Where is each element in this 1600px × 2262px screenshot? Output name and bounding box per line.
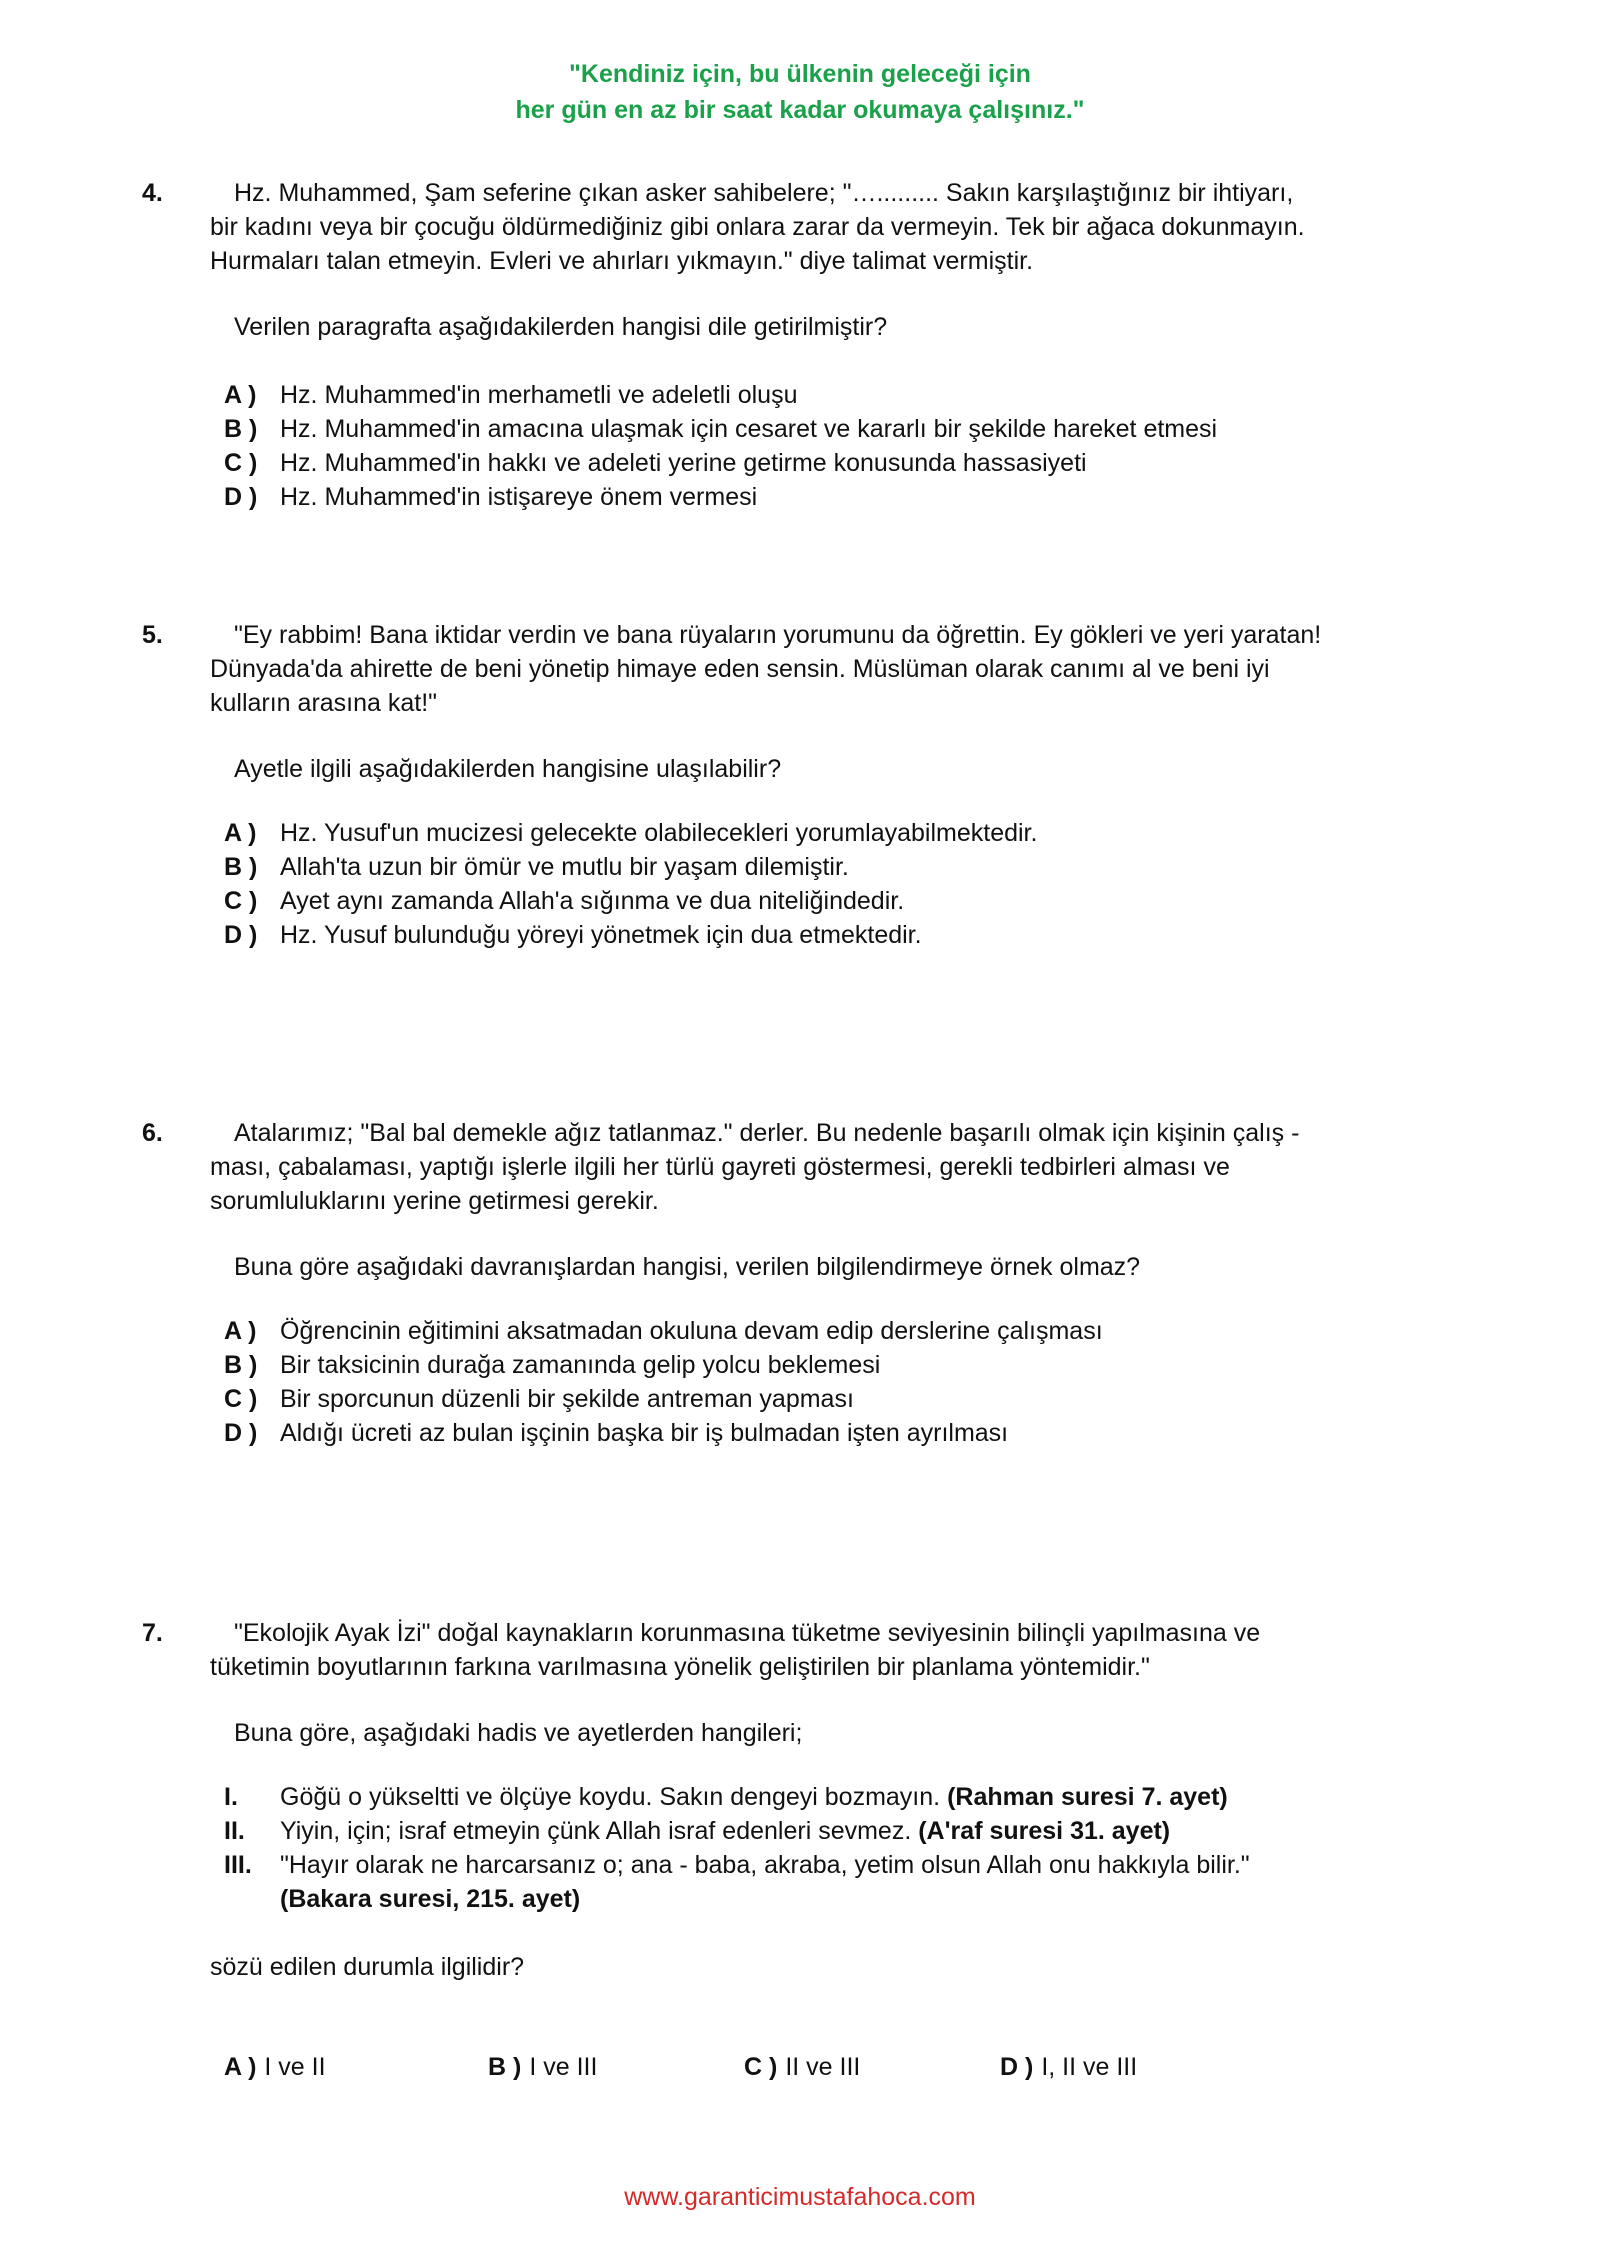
option-d[interactable] — [224, 918, 1037, 952]
option-d[interactable] — [1000, 2050, 1137, 2084]
option-a[interactable] — [224, 816, 1037, 850]
option-c[interactable] — [744, 2050, 1000, 2084]
option-b[interactable] — [224, 412, 1217, 446]
option-b[interactable] — [224, 1348, 1103, 1382]
option-letter: B ) — [224, 415, 258, 443]
stem-line: sorumluluklarını yerine getirmesi gerekir. — [210, 1187, 659, 1215]
option-text: Öğrencinin eğitimini aksatmadan okuluna devam edip derslerine çalışması — [280, 1317, 1103, 1345]
option-text: I, II ve III — [1041, 2053, 1138, 2081]
option-d[interactable] — [224, 480, 1217, 514]
option-text: II ve III — [785, 2053, 861, 2081]
stem-line: Dünyada'da ahirette de beni yönetip himaye eden sensin. Müslüman olarak canımı al ve beni iyi — [210, 655, 1270, 683]
statement-1 — [224, 1780, 1250, 1814]
question-prompt: Buna göre, aşağıdaki hadis ve ayetlerden hangileri; — [234, 1719, 803, 1747]
stem-line: Hurmaları talan etmeyin. Evleri ve ahırları yıkmayın." diye talimat vermiştir. — [210, 247, 1034, 275]
website-link[interactable]: www.garanticimustafahoca.com — [624, 2183, 976, 2211]
answer-options — [224, 1314, 1103, 1450]
option-text: Hz. Muhammed'in hakkı ve adeleti yerine getirme konusunda hassasiyeti — [280, 449, 1087, 477]
option-text: Hz. Yusuf'un mucizesi gelecekte olabilecekleri yorumlayabilmektedir. — [280, 819, 1038, 847]
option-letter: A ) — [224, 2053, 257, 2081]
statement-text: "Hayır olarak ne harcarsanız o; ana - baba, akraba, yetim olsun Allah onu hakkıyla bilir." — [280, 1851, 1250, 1879]
option-c[interactable] — [224, 884, 1037, 918]
roman-numeral: I. — [224, 1783, 238, 1811]
option-text: I ve III — [529, 2053, 598, 2081]
option-b[interactable] — [224, 850, 1037, 884]
question-number: 6. — [142, 1119, 163, 1147]
question-prompt: Buna göre aşağıdaki davranışlardan hangisi, verilen bilgilendirmeye örnek olmaz? — [234, 1253, 1141, 1281]
statement-source: (A'raf suresi 31. ayet) — [918, 1817, 1171, 1845]
option-letter: B ) — [224, 853, 258, 881]
stem-line: Atalarımız; "Bal bal demekle ağız tatlanmaz." derler. Bu nedenle başarılı olmak için kişinin çalış - — [234, 1119, 1300, 1147]
option-letter: D ) — [1000, 2053, 1034, 2081]
option-text: Hz. Muhammed'in istişareye önem vermesi — [280, 483, 758, 511]
option-letter: A ) — [224, 1317, 257, 1345]
option-text: Hz. Muhammed'in merhametli ve adeletli oluşu — [280, 381, 798, 409]
statement-source: (Rahman suresi 7. ayet) — [947, 1783, 1228, 1811]
stem-line: "Ekolojik Ayak İzi" doğal kaynakların korunmasına tüketme seviyesinin bilinçli yapılmasına ve — [234, 1619, 1261, 1647]
option-letter: A ) — [224, 381, 257, 409]
roman-numeral: II. — [224, 1817, 245, 1845]
option-text: Ayet aynı zamanda Allah'a sığınma ve dua niteliğindedir. — [280, 887, 905, 915]
statement-text: Yiyin, için; israf etmeyin çünk Allah israf edenleri sevmez. — [280, 1817, 912, 1845]
stem-line: kulların arasına kat!" — [210, 689, 438, 717]
roman-numeral: III. — [224, 1851, 252, 1879]
option-letter: C ) — [224, 887, 258, 915]
option-letter: D ) — [224, 921, 258, 949]
option-letter: C ) — [224, 449, 258, 477]
option-text: I ve II — [264, 2053, 326, 2081]
stem-line: bir kadını veya bir çocuğu öldürmediğiniz gibi onlara zarar da vermeyin. Tek bir ağaca dokunmayın. — [210, 213, 1305, 241]
option-letter: C ) — [224, 1385, 258, 1413]
motto-line-2: her gün en az bir saat kadar okumaya çalışınız." — [515, 96, 1085, 124]
statement-list — [224, 1780, 1250, 1916]
question-number: 4. — [142, 179, 163, 207]
option-letter: B ) — [224, 1351, 258, 1379]
option-c[interactable] — [224, 446, 1217, 480]
question-stem — [210, 176, 1440, 344]
question-prompt: Ayetle ilgili aşağıdakilerden hangisine ulaşılabilir? — [234, 755, 782, 783]
question-number: 7. — [142, 1619, 163, 1647]
option-letter: A ) — [224, 819, 257, 847]
option-c[interactable] — [224, 1382, 1103, 1416]
option-a[interactable] — [224, 1314, 1103, 1348]
stem-line: ması, çabalaması, yaptığı işlerle ilgili her türlü gayreti göstermesi, gerekli tedbirleri alması ve — [210, 1153, 1230, 1181]
stem-line: "Ey rabbim! Bana iktidar verdin ve bana rüyaların yorumunu da öğrettin. Ey gökleri ve yeri yaratan! — [234, 621, 1322, 649]
option-letter: B ) — [488, 2053, 522, 2081]
question-stem — [210, 1616, 1440, 1750]
stem-line: Hz. Muhammed, Şam seferine çıkan asker sahibelere; "…......... Sakın karşılaştığınız bir ihtiyarı, — [234, 179, 1294, 207]
closing-text: sözü edilen durumla ilgilidir? — [210, 1953, 525, 1981]
option-letter: D ) — [224, 1419, 258, 1447]
option-b[interactable] — [488, 2050, 744, 2084]
option-a[interactable] — [224, 378, 1217, 412]
option-a[interactable] — [224, 2050, 488, 2084]
stem-line: tüketimin boyutlarının farkına varılmasına yönelik geliştirilen bir planlama yöntemidir." — [210, 1653, 1150, 1681]
statement-source: (Bakara suresi, 215. ayet) — [280, 1885, 581, 1913]
option-text: Hz. Yusuf bulunduğu yöreyi yönetmek için dua etmektedir. — [280, 921, 922, 949]
statement-text: Göğü o yükseltti ve ölçüye koydu. Sakın dengeyi bozmayın. — [280, 1783, 941, 1811]
option-letter: D ) — [224, 483, 258, 511]
statement-2 — [224, 1814, 1250, 1848]
answer-options — [224, 2050, 1137, 2084]
answer-options — [224, 816, 1037, 952]
motto-header — [0, 56, 1600, 128]
option-text: Allah'ta uzun bir ömür ve mutlu bir yaşam dilemiştir. — [280, 853, 849, 881]
option-letter: C ) — [744, 2053, 778, 2081]
option-d[interactable] — [224, 1416, 1103, 1450]
question-stem — [210, 1116, 1440, 1284]
statement-3 — [224, 1848, 1250, 1916]
question-prompt: Verilen paragrafta aşağıdakilerden hangisi dile getirilmiştir? — [234, 313, 888, 341]
option-text: Hz. Muhammed'in amacına ulaşmak için cesaret ve kararlı bir şekilde hareket etmesi — [280, 415, 1218, 443]
option-text: Bir sporcunun düzenli bir şekilde antreman yapması — [280, 1385, 854, 1413]
question-stem — [210, 618, 1440, 786]
option-text: Aldığı ücreti az bulan işçinin başka bir iş bulmadan işten ayrılması — [280, 1419, 1009, 1447]
question-number: 5. — [142, 621, 163, 649]
answer-options — [224, 378, 1217, 514]
motto-line-1: "Kendiniz için, bu ülkenin geleceği için — [569, 60, 1031, 88]
option-text: Bir taksicinin durağa zamanında gelip yolcu beklemesi — [280, 1351, 881, 1379]
